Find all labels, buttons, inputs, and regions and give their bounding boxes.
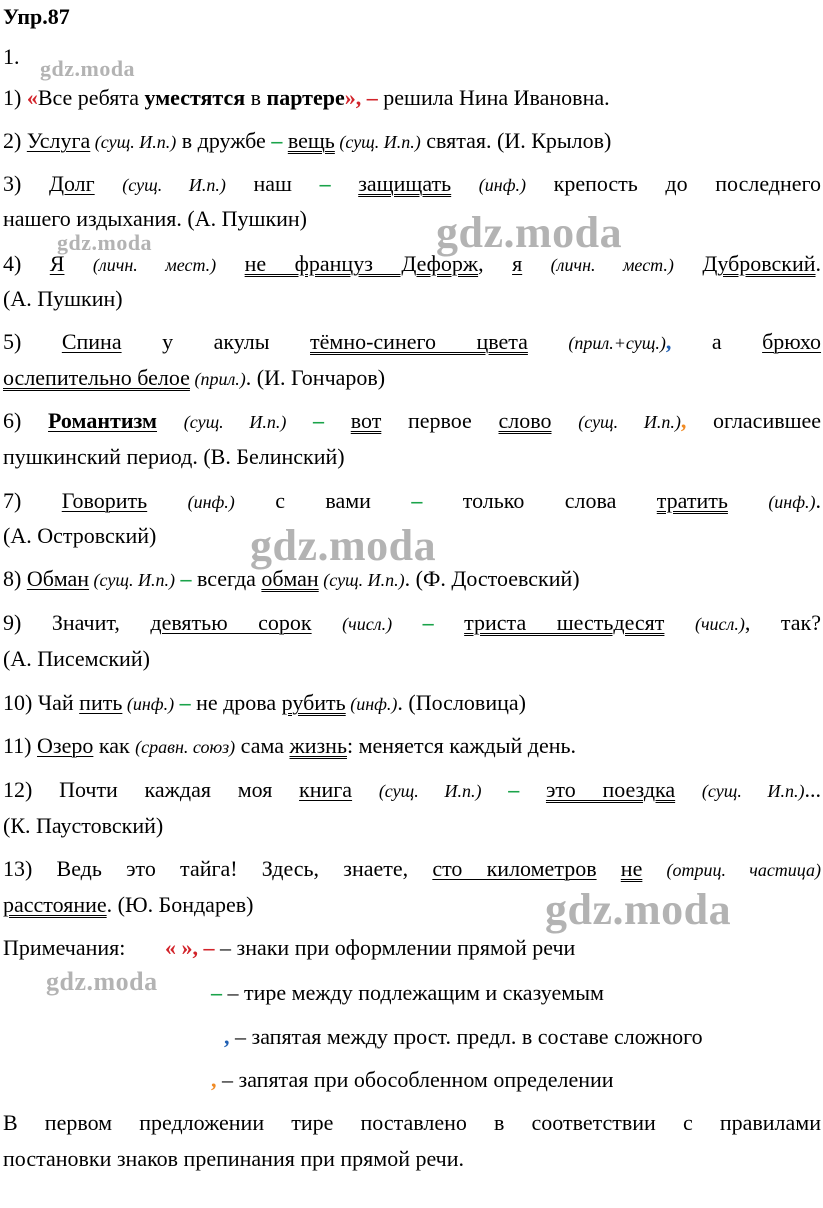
- sentence-5: 5) Спина у акулы тёмно-синего цвета (прил.+сущ.), а брюхо: [3, 329, 822, 354]
- watermark: gdz.moda: [250, 521, 437, 570]
- sentence-6-cont: пушкинский период. (В. Белинский): [3, 444, 345, 469]
- sentence-12-cont: (К. Паустовский): [3, 813, 164, 838]
- sentence-5-cont: ослепительно белое (прил.). (И. Гончаров): [3, 365, 386, 390]
- sentence-12: 12) Почти каждая моя книга (сущ. И.п.) – это поездка (сущ. И.п.)...: [3, 777, 822, 802]
- sentence-2: 2) Услуга (сущ. И.п.) в дружбе – вещь (сущ. И.п.) святая. (И. Крылов): [3, 128, 612, 153]
- note-comma-isolated: , – запятая при обособленном определении: [211, 1067, 614, 1092]
- sentence-4-cont: (А. Пушкин): [3, 286, 123, 311]
- notes-label: Примечания:: [3, 935, 126, 960]
- conclusion-line-1: В первом предложении тире поставлено в соответствии с правилами: [3, 1110, 821, 1135]
- exercise-title: Упр.87: [3, 4, 70, 29]
- note-comma-compound: , – запятая между прост. предл. в составе сложного: [224, 1024, 703, 1049]
- sentence-3-cont: нашего издыхания. (А. Пушкин): [3, 206, 308, 231]
- sentence-11: 11) Озеро как (сравн. союз) сама жизнь: меняется каждый день.: [3, 733, 577, 758]
- sentence-7: 7) Говорить (инф.) с вами – только слова тратить (инф.).: [3, 488, 822, 513]
- watermark: gdz.moda: [436, 208, 623, 257]
- sentence-13-cont: расстояние. (Ю. Бондарев): [3, 892, 254, 917]
- note-direct-speech: « », – – знаки при оформлении прямой речи: [165, 935, 576, 960]
- sentence-13: 13) Ведь это тайга! Здесь, знаете, сто километров не (отриц. частица): [3, 856, 822, 881]
- sentence-9: 9) Значит, девятью сорок (числ.) – триста шестьдесят (числ.), так?: [3, 610, 822, 635]
- watermark: gdz.moda: [40, 56, 136, 81]
- sentence-8: 8) Обман (сущ. И.п.) – всегда обман (сущ. И.п.). (Ф. Достоевский): [3, 566, 580, 591]
- task-number: 1.: [3, 44, 20, 69]
- conclusion-line-2: постановки знаков препинания при прямой речи.: [3, 1146, 465, 1171]
- sentence-3: 3) Долг (сущ. И.п.) наш – защищать (инф.) крепость до последнего: [3, 171, 821, 196]
- sentence-7-cont: (А. Островский): [3, 523, 157, 548]
- sentence-10: 10) Чай пить (инф.) – не дрова рубить (инф.). (Пословица): [3, 690, 526, 715]
- sentence-6: 6) Романтизм (сущ. И.п.) – вот первое слово (сущ. И.п.), огласившее: [3, 408, 822, 433]
- watermark: gdz.moda: [46, 967, 158, 996]
- sentence-9-cont: (А. Писемский): [3, 646, 150, 671]
- sentence-4: 4) Я (личн. мест.) не француз Дефорж, я (личн. мест.) Дубровский.: [3, 251, 822, 276]
- note-dash: – – тире между подлежащим и сказуемым: [211, 980, 604, 1005]
- watermark: gdz.moda: [545, 885, 732, 934]
- sentence-1: 1) «Все ребята уместятся в партере», – решила Нина Ивановна.: [3, 85, 610, 110]
- watermark: gdz.moda: [57, 230, 153, 255]
